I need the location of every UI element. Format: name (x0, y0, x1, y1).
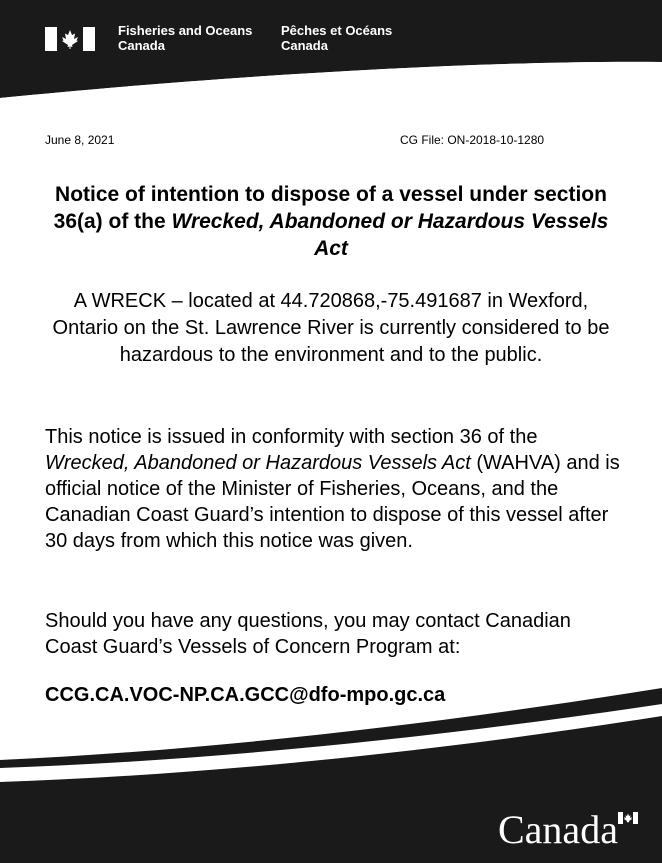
department-name-french (281, 23, 392, 53)
dept-fr-line1: Pêches et Océans (281, 23, 393, 38)
contact-email-link[interactable]: CCG.CA.VOC-NP.CA.GCC@dfo-mpo.gc.ca (45, 684, 446, 706)
wreck-notice: A WRECK – located at 44.720868,-75.491687 in Wexford, Ontario on the St. Lawrence River is currently considered to be hazardous to the environment and to the public. (52, 290, 610, 366)
notice-date: June 8, 2021 (45, 133, 115, 147)
wordmark-flag-icon (618, 812, 638, 824)
department-name-english (118, 23, 252, 53)
notice-title (40, 181, 622, 262)
paragraph1-part2: (WAHVA) and is official notice of the Minister of Fisheries, Oceans, and the Canadian Coast Guard’s intention to dispose of this vessel after 30 days from which this notice was given. (45, 452, 620, 552)
dept-en-line2: Canada (118, 38, 165, 53)
dept-en-line1: Fisheries and Oceans (118, 23, 253, 38)
contact-paragraph: Should you have any questions, you may contact Canadian Coast Guard’s Vessels of Concern Program at: (45, 610, 571, 658)
canada-wordmark: Canada (498, 807, 618, 852)
canada-flag-icon (45, 27, 95, 51)
conformity-paragraph (45, 424, 625, 554)
title-text: Notice of intention to dispose of a vessel under section 36(a) of the (53, 183, 607, 233)
header-band (0, 0, 662, 130)
paragraph1-part1: This notice is issued in conformity with section 36 of the (45, 426, 538, 448)
dept-fr-line2: Canada (281, 38, 328, 53)
paragraph1-act-name: Wrecked, Abandoned or Hazardous Vessels Act (45, 452, 471, 474)
title-act-name: Wrecked, Abandoned or Hazardous Vessels Act (171, 210, 609, 260)
cg-file-number: CG File: ON-2018-10-1280 (400, 133, 545, 147)
